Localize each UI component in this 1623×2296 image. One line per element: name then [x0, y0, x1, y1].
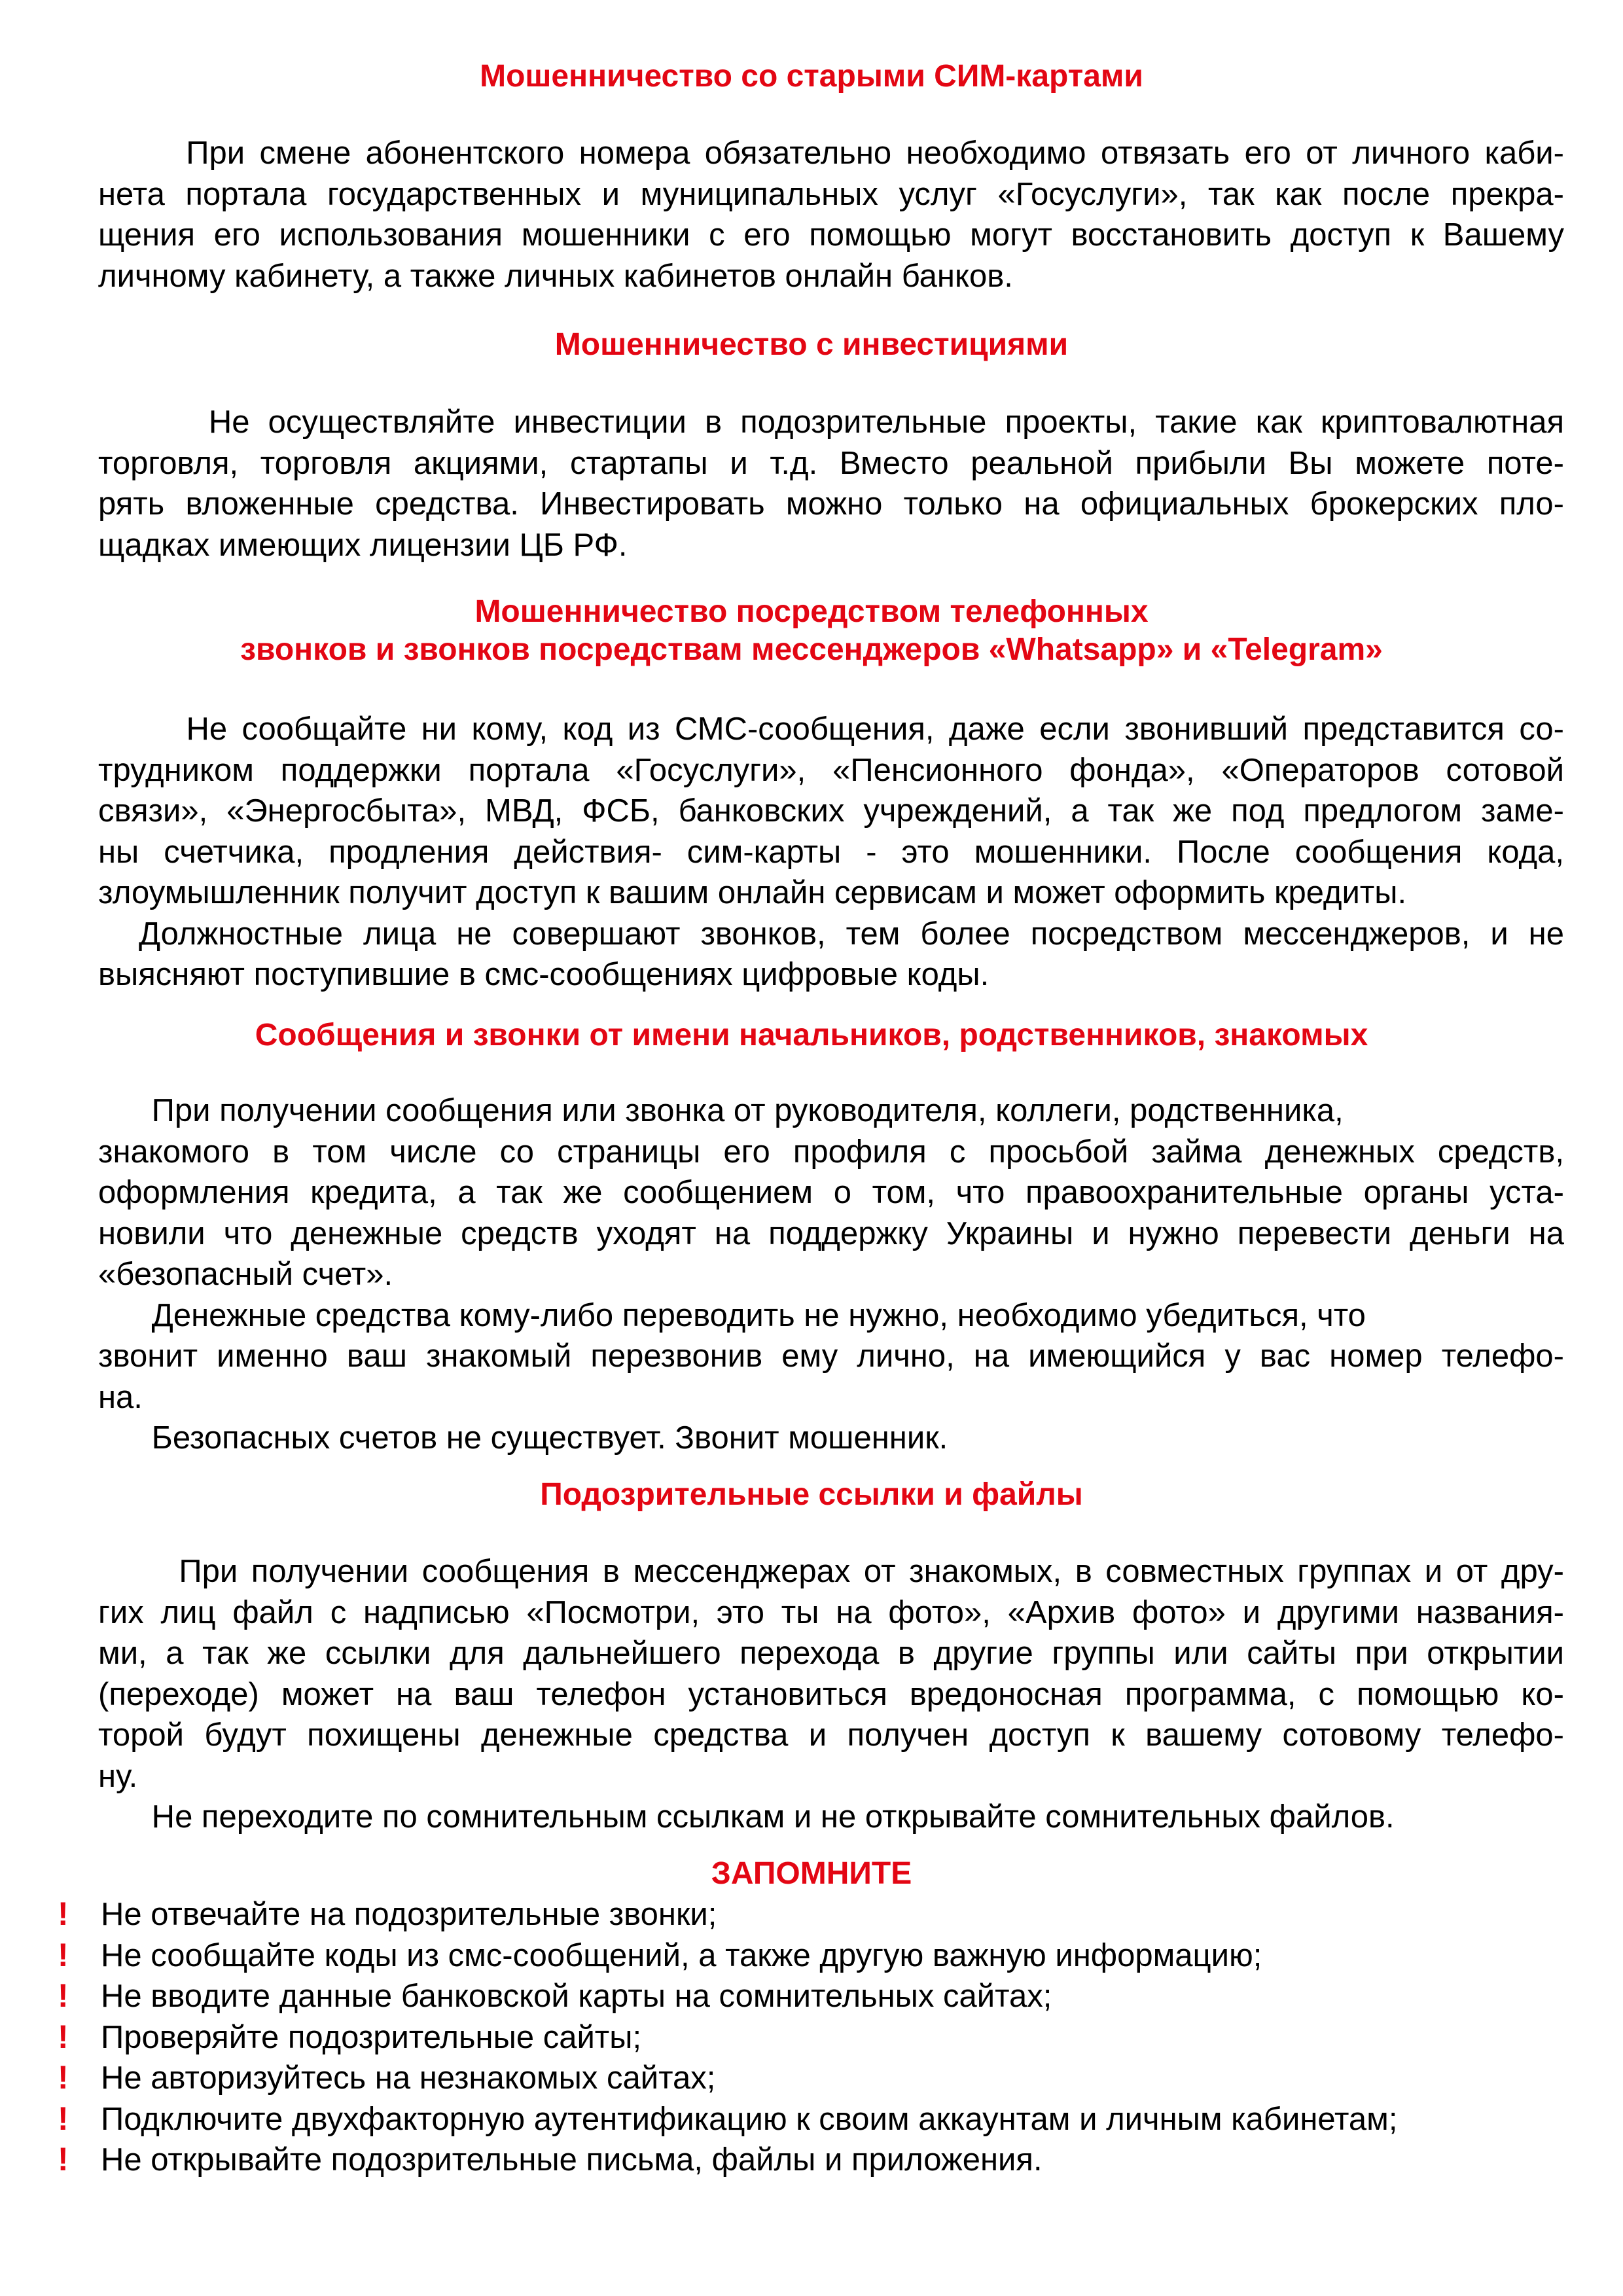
list-item-text: Не отвечайте на подозрительные звонки;: [101, 1897, 717, 1932]
list-item-text: Не сообщайте коды из смс-сообщений, а также другую важную информацию;: [101, 1937, 1262, 1973]
list-item: [58, 1975, 1576, 2017]
remember-list: [58, 1893, 1576, 2180]
text-line: оформления кредита, а так же сообщением о том, что правоохранительные органы уста-: [98, 1175, 1564, 1210]
remember-heading: ЗАПОМНИТЕ: [711, 1856, 912, 1891]
text-line: Должностные лица не совершают звонков, тем более посредством мессенджеров, и не: [98, 916, 1564, 952]
text-line: злоумышленник получит доступ к вашим онлайн сервисам и может оформить кредиты.: [98, 875, 1407, 910]
exclamation-icon: !: [58, 1977, 69, 2014]
section-heading-impersonation: Сообщения и звонки от имени начальников, родственников, знакомых: [255, 1018, 1368, 1052]
text-line: рять вложенные средства. Инвестировать можно только на официальных брокерских пло-: [98, 486, 1564, 522]
list-item: [58, 2057, 1576, 2098]
list-item-text: Не авторизуйтесь на незнакомых сайтах;: [101, 2060, 716, 2096]
text-line: на.: [98, 1379, 143, 1415]
list-item: [58, 2098, 1576, 2140]
exclamation-icon: !: [58, 2100, 69, 2137]
list-item-text: Не вводите данные банковской карты на сомнительных сайтах;: [101, 1979, 1052, 2014]
text-line: щения его использования мошенники с его помощью могут восстановить доступ к Вашему: [98, 217, 1564, 253]
exclamation-icon: !: [58, 2018, 69, 2055]
exclamation-icon: !: [58, 1936, 69, 1973]
list-item: [58, 2017, 1576, 2058]
text-line: ны счетчика, продления действия- сим-карты - это мошенники. После сообщения кода,: [98, 834, 1564, 870]
heading-line: звонков и звонков посредствам мессенджеров «Whatsapp» и «Telegram»: [240, 632, 1383, 667]
text-line: связи», «Энергосбыта», МВД, ФСБ, банковских учреждений, а так же под предлогом заме-: [98, 793, 1564, 829]
list-item-text: Проверяйте подозрительные сайты;: [101, 2019, 642, 2055]
exclamation-icon: !: [58, 1895, 69, 1932]
text-line: Не переходите по сомнительным ссылкам и не открывайте сомнительных файлов.: [98, 1799, 1395, 1835]
list-item: [58, 1935, 1576, 1976]
text-line: нета портала государственных и муниципальных услуг «Госуслуги», так как после прекра-: [98, 176, 1564, 212]
section-heading-investments: Мошенничество с инвестициями: [554, 327, 1069, 362]
text-line: щадках имеющих лицензии ЦБ РФ.: [98, 527, 628, 563]
text-line: ну.: [98, 1758, 138, 1794]
exclamation-icon: !: [58, 2141, 69, 2178]
text-line: Денежные средства кому-либо переводить не нужно, необходимо убедиться, что: [98, 1297, 1366, 1333]
text-line: выясняют поступившие в смс-сообщениях цифровые коды.: [98, 957, 990, 992]
list-item: [58, 2139, 1576, 2180]
text-line: (переходе) может на ваш телефон установиться вредоносная программа, с помощью ко-: [98, 1676, 1564, 1712]
text-line: Не сообщайте ни кому, код из СМС-сообщения, даже если звонивший представится со-: [98, 711, 1564, 747]
section-text-sim: [98, 133, 1564, 296]
section-heading-suspicious-links: Подозрительные ссылки и файлы: [540, 1477, 1083, 1512]
text-line: новили что денежные средств уходят на поддержку Украины и нужно перевести деньги на: [98, 1215, 1564, 1251]
section-heading-phone-calls: [0, 593, 1623, 669]
text-line: знакомого в том числе со страницы его профиля с просьбой займа денежных средств,: [98, 1134, 1564, 1170]
text-line: звонит именно ваш знакомый перезвонив ему лично, на имеющийся у вас номер телефо-: [98, 1338, 1564, 1374]
text-line: При получении сообщения в мессенджерах от знакомых, в совместных группах и от дру-: [98, 1554, 1564, 1589]
heading-line: Мошенничество посредством телефонных: [474, 594, 1149, 629]
text-line: «безопасный счет».: [98, 1257, 393, 1292]
text-line: торой будут похищены денежные средства и получен доступ к вашему сотовому телефо-: [98, 1717, 1564, 1753]
section-text-impersonation: [98, 1090, 1564, 1459]
text-line: трудником поддержки портала «Госуслуги», «Пенсионного фонда», «Операторов сотовой: [98, 752, 1564, 788]
text-line: Не осуществляйте инвестиции в подозрительные проекты, такие как криптовалютная: [98, 404, 1564, 440]
section-heading-sim: Мошенничество со старыми СИМ-картами: [480, 59, 1143, 94]
text-line: гих лиц файл с надписью «Посмотри, это ты на фото», «Архив фото» и другими названия-: [98, 1594, 1564, 1630]
text-line: личному кабинету, а также личных кабинетов онлайн банков.: [98, 258, 1013, 294]
section-text-phone-calls: [98, 709, 1564, 996]
section-text-suspicious-links: [98, 1551, 1564, 1838]
text-line: ми, а так же ссылки для дальнейшего перехода в другие группы или сайты при открытии: [98, 1636, 1564, 1671]
list-item-text: Подключите двухфакторную аутентификацию к своим аккаунтам и личным кабинетам;: [101, 2101, 1398, 2137]
text-line: Безопасных счетов не существует. Звонит мошенник.: [98, 1420, 948, 1456]
section-text-investments: [98, 402, 1564, 565]
list-item: [58, 1893, 1576, 1935]
text-line: торговля, торговля акциями, стартапы и т.д. Вместо реальной прибыли Вы можете поте-: [98, 445, 1564, 481]
text-line: При получении сообщения или звонка от руководителя, коллеги, родственника,: [98, 1093, 1344, 1128]
text-line: При смене абонентского номера обязательно необходимо отвязать его от личного каби-: [98, 135, 1564, 171]
exclamation-icon: !: [58, 2059, 69, 2096]
list-item-text: Не открывайте подозрительные письма, файлы и приложения.: [101, 2142, 1043, 2178]
